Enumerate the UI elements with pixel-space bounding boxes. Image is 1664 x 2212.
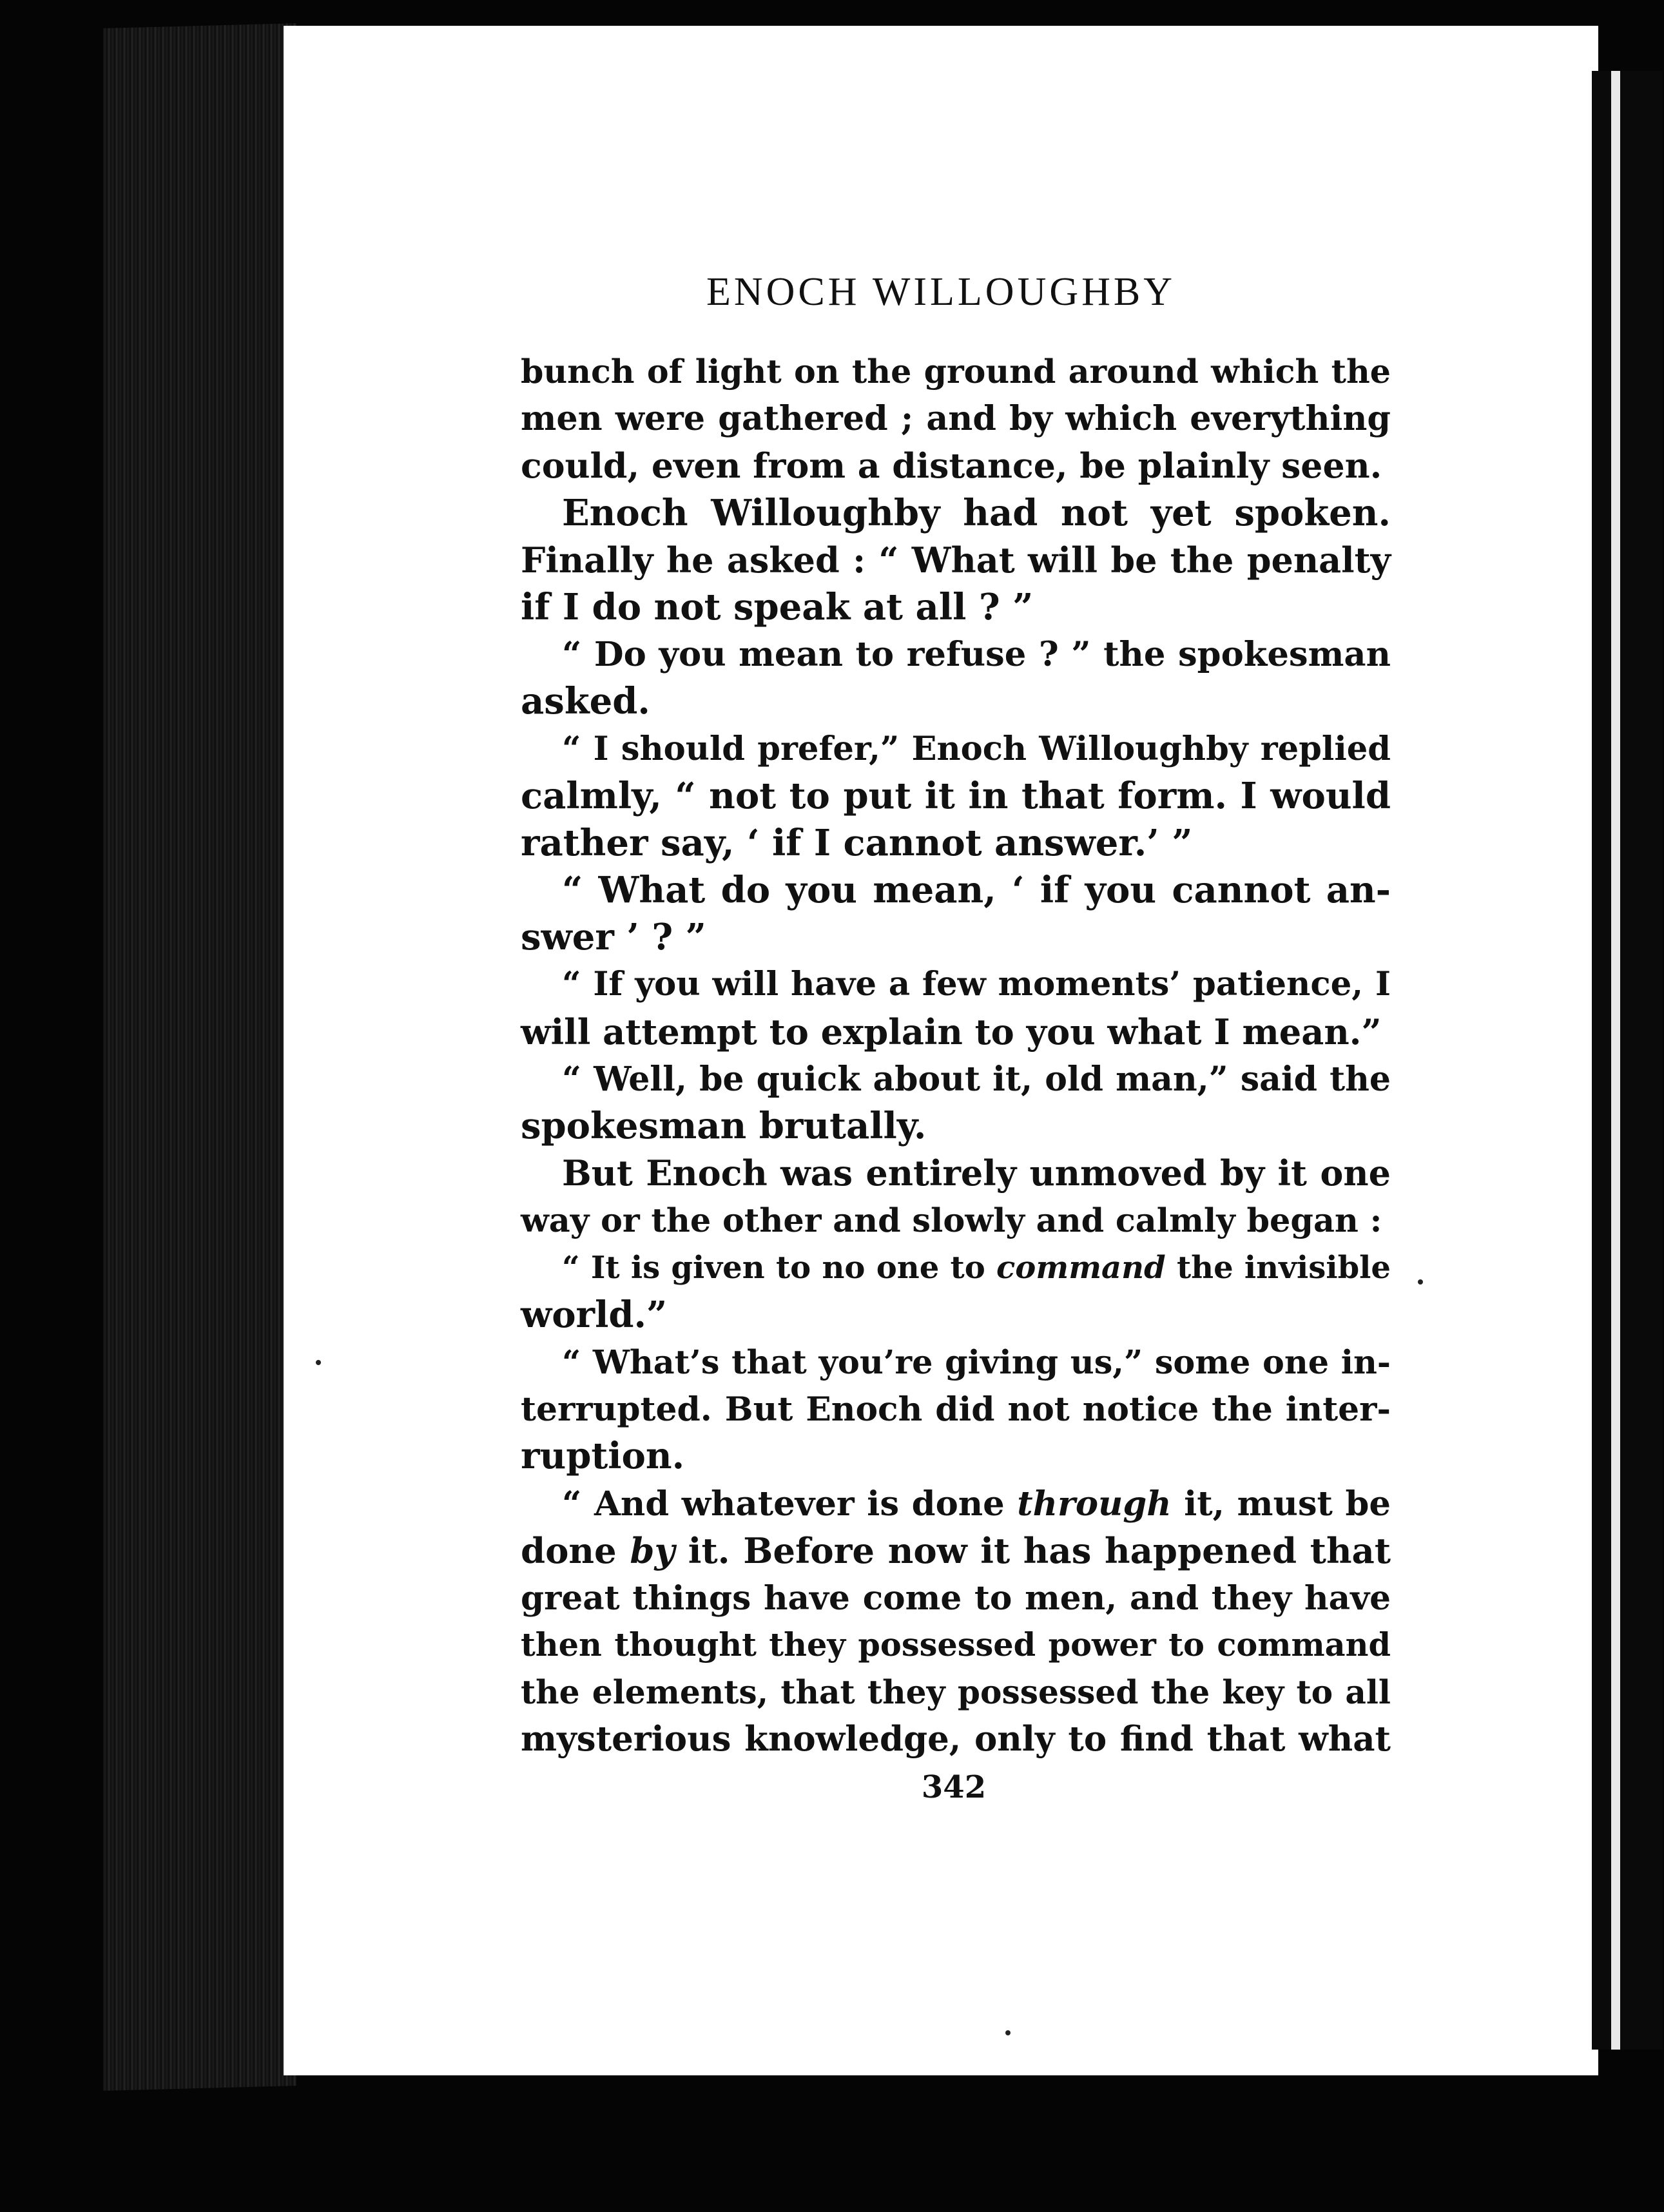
book-page-edges xyxy=(103,23,296,2091)
text-line: then thought they possessed power to command xyxy=(521,1626,1391,1664)
text-line: world.” xyxy=(521,1293,668,1336)
dust-speck xyxy=(1418,1279,1423,1285)
text-line xyxy=(521,1245,1391,1292)
facing-page-edge xyxy=(1592,71,1663,2050)
italic-word: command xyxy=(996,1249,1166,1286)
text-line: the elements, that they possessed the key to all xyxy=(521,1673,1391,1712)
text-line: Enoch Willoughby had not yet spoken. xyxy=(562,491,1391,534)
text-line: men were gathered ; and by which everything xyxy=(521,399,1391,439)
text-line: “ What’s that you’re giving us,” some one in- xyxy=(562,1342,1391,1381)
text-run: it. Before now it has happened that xyxy=(675,1529,1391,1571)
page-number: 342 xyxy=(921,1769,987,1805)
text-line: way or the other and slowly and calmly began : xyxy=(521,1201,1382,1240)
text-line: could, even from a distance, be plainly seen. xyxy=(521,445,1382,487)
text-line: “ Do you mean to refuse ? ” the spokesman xyxy=(562,634,1391,675)
text-line: spokesman brutally. xyxy=(521,1105,927,1147)
text-line: calmly, “ not to put it in that form. I would xyxy=(521,774,1391,817)
text-line: bunch of light on the ground around which the xyxy=(521,352,1391,391)
text-line xyxy=(521,1480,1391,1528)
text-run: “ And whatever is done xyxy=(562,1483,1018,1524)
text-line: “ If you will have a few moments’ patience, I xyxy=(562,965,1391,1004)
text-line: Finally he asked : “ What will be the penalty xyxy=(521,539,1391,581)
body-text xyxy=(521,348,1391,1763)
text-line: But Enoch was entirely unmoved by it one xyxy=(562,1152,1391,1194)
text-run: done xyxy=(521,1529,630,1571)
text-run: it, must be xyxy=(1171,1483,1391,1524)
text-line: rather say, ‘ if I cannot answer.’ ” xyxy=(521,821,1193,864)
text-line xyxy=(521,1528,1391,1575)
text-line: ruption. xyxy=(521,1435,685,1478)
text-line: swer ’ ? ” xyxy=(521,916,706,959)
dust-speck xyxy=(1005,2030,1011,2035)
dust-speck xyxy=(316,1360,321,1365)
text-line: terrupted. But Enoch did not notice the inter- xyxy=(521,1390,1391,1430)
italic-word: through xyxy=(1017,1483,1172,1524)
text-run: “ It is given to no one to xyxy=(562,1249,997,1286)
text-line: “ What do you mean, ‘ if you cannot an- xyxy=(562,869,1391,912)
text-line: mysterious knowledge, only to find that what xyxy=(521,1719,1391,1760)
text-line: asked. xyxy=(521,680,650,723)
text-run: the invisible xyxy=(1165,1249,1391,1286)
text-line: great things have come to men, and they have xyxy=(521,1578,1391,1618)
text-line: “ I should prefer,” Enoch Willoughby replied xyxy=(562,729,1391,768)
italic-word: by xyxy=(630,1529,675,1571)
text-line: will attempt to explain to you what I mean.” xyxy=(521,1011,1382,1053)
text-line: if I do not speak at all ? ” xyxy=(521,585,1034,628)
text-line: “ Well, be quick about it, old man,” said the xyxy=(562,1059,1391,1099)
running-head: ENOCH WILLOUGHBY xyxy=(706,270,1176,314)
